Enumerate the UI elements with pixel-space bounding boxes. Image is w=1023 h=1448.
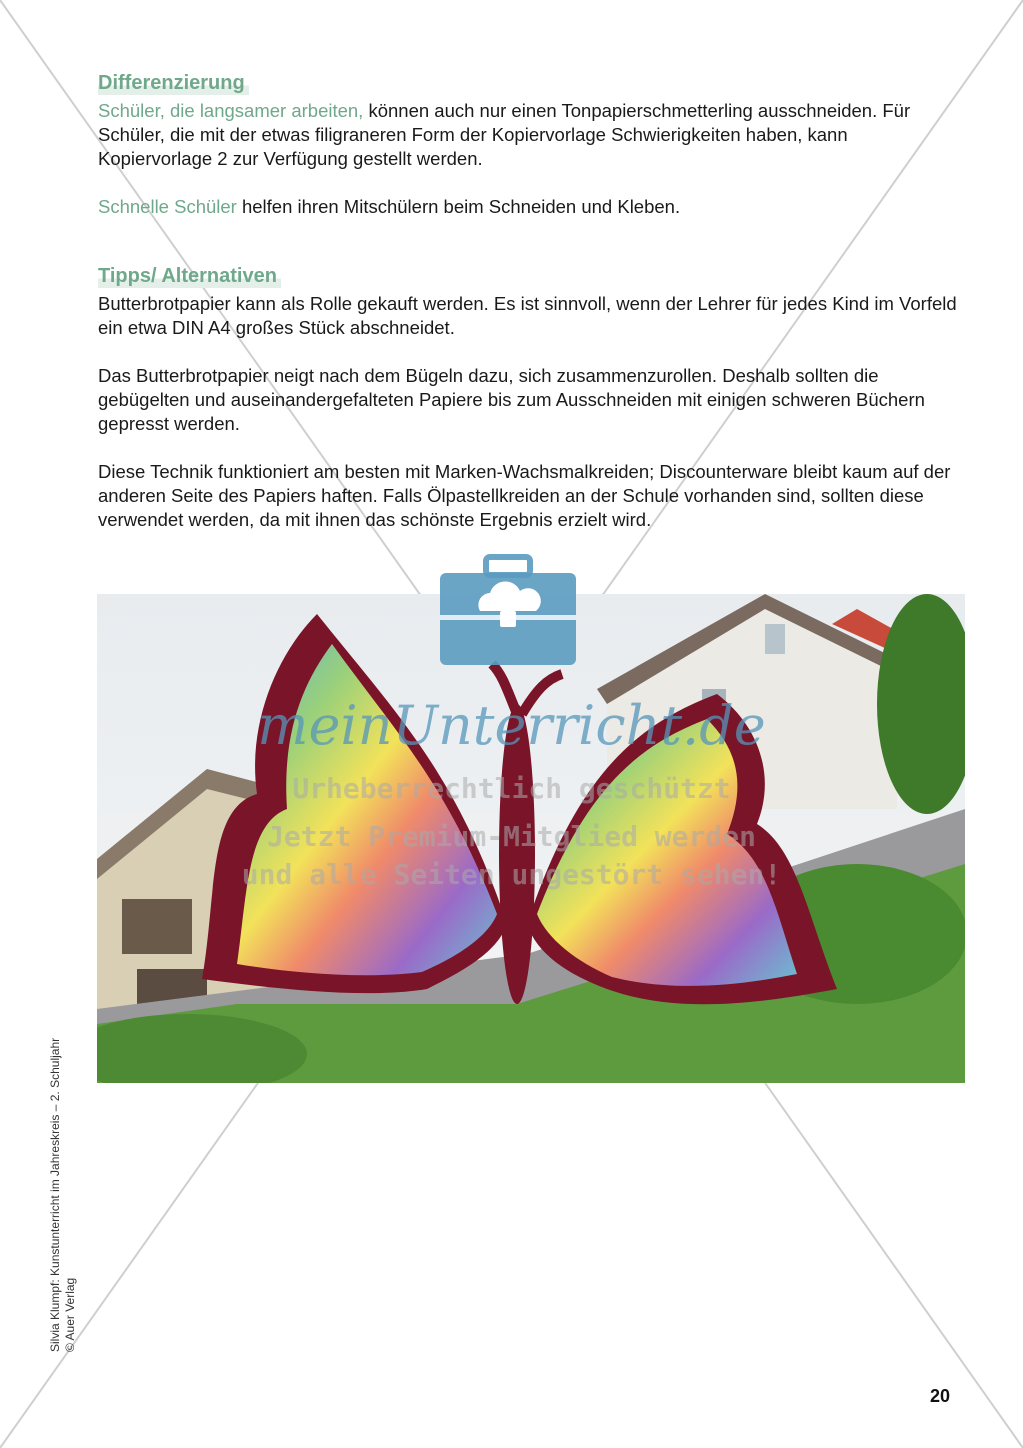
paragraph-differenzierung-2 [98,195,966,219]
page-number: 20 [930,1386,951,1406]
credit-publisher: © Auer Verlag [63,1277,77,1352]
main-content [98,66,966,532]
watermark-cta: und alle Seiten ungestört sehen! [241,858,782,891]
credit-title: Silvia Klumpf: Kunstunterricht im Jahreskreis – 2. Schuljahr [48,1037,62,1352]
paragraph-tipps-3: Diese Technik funktioniert am besten mit Marken-Wachsmalkreiden; Discounterware bleibt kaum auf der anderen Seite des Papiers haften. Falls Ölpastellkreiden an der Schule vorhanden sind, sollten diese verwendet werden, da mit ihnen das schönste Ergebnis erzielt wird. [98,461,951,530]
briefcase-cloud-icon [438,553,578,668]
paragraph-text: können auch nur einen Tonpapierschmetterling ausschneiden. Für Schüler, die mit der etwas filigraneren Form der Kopiervorlage Schwierigkeiten haben, kann Kopiervorlage 2 zur Verfügung gestellt werden. [98,100,911,169]
highlight-langsame-schueler: Schüler, die langsamer arbeiten, [98,100,364,121]
paragraph-differenzierung-1 [98,99,966,171]
paragraph-tipps-2: Das Butterbrotpapier neigt nach dem Bügeln dazu, sich zusammenzurollen. Deshalb sollten die gebügelten und auseinandergefalteten Papiere bis zum Ausschneiden mit einigen schweren Büchern gepresst werden. [98,365,925,434]
heading-tipps-alternativen: Tipps/ Alternativen [98,263,281,288]
watermark-copyright: Urheberrechtlich geschützt [292,772,731,805]
watermark-premium: Jetzt Premium-Mitglied werden [267,820,756,853]
highlight-schnelle-schueler: Schnelle Schüler [98,196,237,217]
paragraph-tipps-1: Butterbrotpapier kann als Rolle gekauft werden. Es ist sinnvoll, wenn der Lehrer für jedes Kind im Vorfeld ein etwa DIN A4 großes Stück abschneidet. [98,293,957,338]
side-credit [48,972,78,1352]
heading-differenzierung: Differenzierung [98,70,249,95]
watermark-brand: meinUnterricht.de [257,694,766,757]
paragraph-text: helfen ihren Mitschülern beim Schneiden und Kleben. [236,196,681,217]
